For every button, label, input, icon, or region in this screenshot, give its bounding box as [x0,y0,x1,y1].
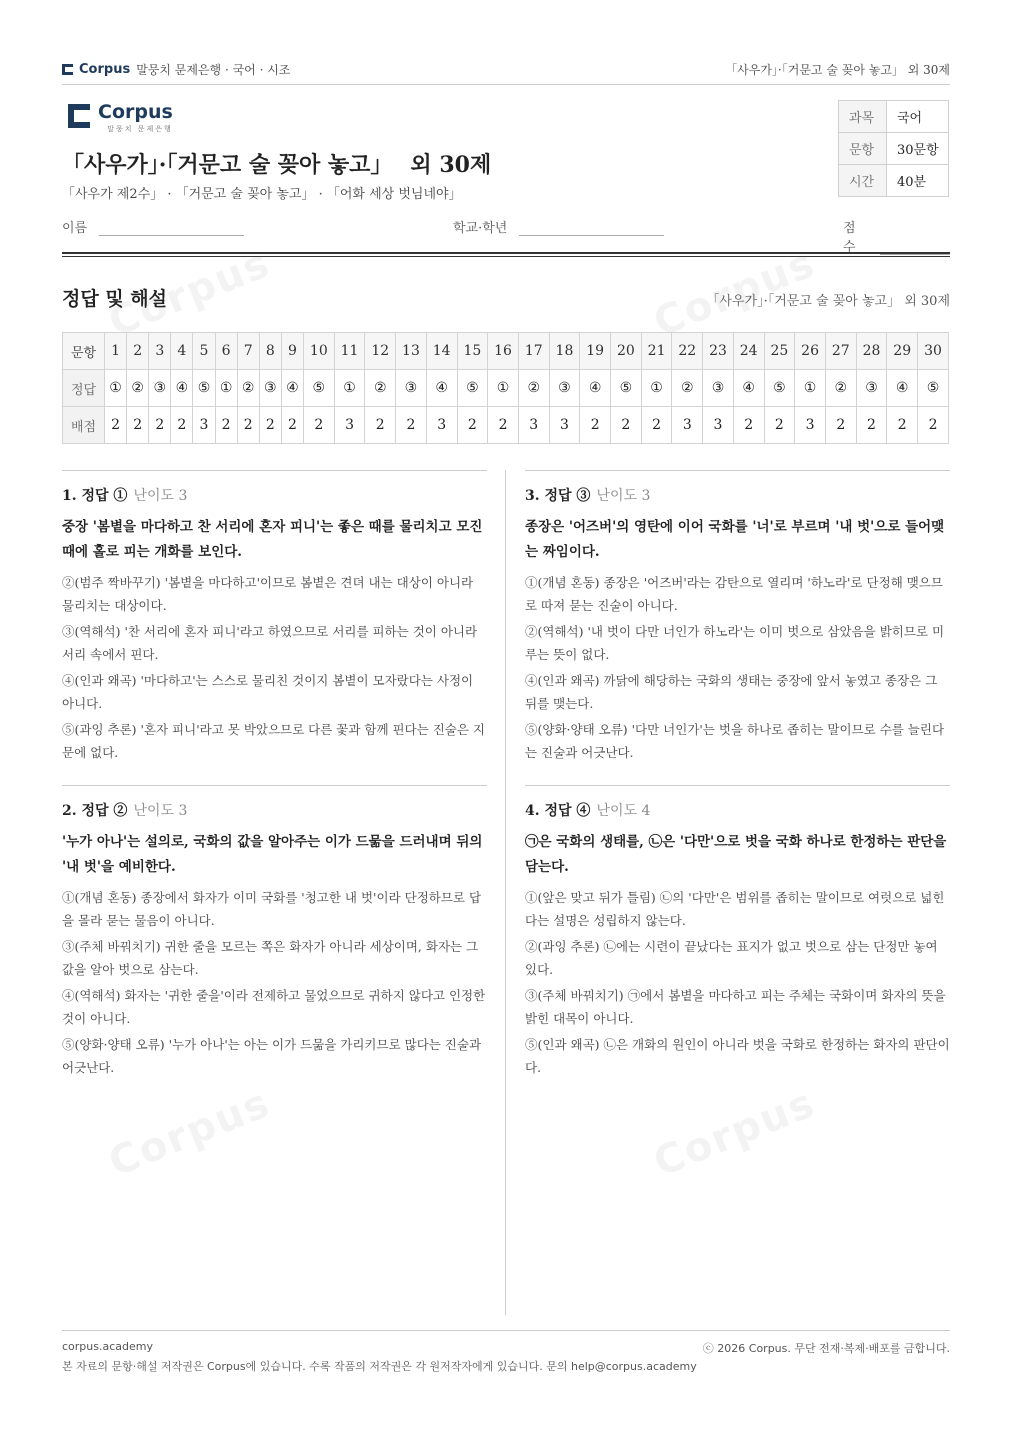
watermark [103,1080,277,1186]
row-label-points: 배점 [63,407,105,444]
answer-cell: ② [518,370,549,407]
answer-cell: ② [237,370,259,407]
answer-table [62,332,949,444]
page-title [62,148,491,179]
answer-label: 2. 정답 ② [62,803,128,819]
question-number-cell: 12 [365,333,396,370]
option-explanation: ①(개념 혼동) 종장은 '어즈버'라는 감탄으로 열리며 '하노라'로 단정해 맺으므로 따져 묻는 진술이 아니다. [525,575,943,613]
question-number-cell: 15 [457,333,488,370]
answer-cell: ③ [259,370,281,407]
question-head [525,485,950,505]
answer-cell: ① [641,370,672,407]
option-explanation: ④(인과 왜곡) '마다하고'는 스스로 물리친 것이지 봄볕이 모자랐다는 사정이 아니다. [62,673,474,711]
points-cell: 2 [396,407,427,444]
question-number-cell: 2 [127,333,149,370]
question-number-cell: 18 [549,333,580,370]
option-explanation: ②(과잉 추론) ㉡에는 시련이 끝났다는 표지가 없고 벗으로 삼는 단정만 놓여 있다. [525,939,938,977]
points-cell: 2 [171,407,193,444]
option-explanation: ③(주체 바꿔치기) ㉠에서 봄볕을 마다하고 피는 주체는 국화이며 화자의 뜻을 밝힌 대목이 아니다. [525,988,946,1026]
answer-cell: ② [365,370,396,407]
logo-subtitle: 말뭉치 문제은행 [107,125,173,133]
question-head [525,800,950,820]
school-label: 학교·학년 [453,221,508,236]
divider [62,84,950,85]
points-cell: 2 [733,407,764,444]
option-explanation: ③(역해석) '찬 서리에 혼자 피니'라고 하였으므로 서리를 피하는 것이 아니라 서리 속에서 핀다. [62,624,478,662]
divider [525,785,950,786]
answer-cell: ⑤ [193,370,215,407]
question-number-cell: 29 [887,333,918,370]
divider [525,470,950,471]
option-explanation: ②(범주 짝바꾸기) '봄볕을 마다하고'이므로 봄볕은 견뎌 내는 대상이 아니라 물리치는 대상이다. [62,575,474,613]
points-cell: 2 [105,407,127,444]
points-cell: 3 [426,407,457,444]
info-table [838,100,949,197]
points-cell: 2 [918,407,949,444]
brand-name: Corpus [79,61,131,77]
option-explanation: ①(앞은 맞고 뒤가 틀림) ㉡의 '다만'은 범위를 좁히는 말이므로 여럿으로 넓힌다는 설명은 성립하지 않는다. [525,890,945,928]
question-number-cell: 17 [518,333,549,370]
answer-cell: ③ [703,370,734,407]
explanation-lead: 종장은 '어즈버'의 영탄에 이어 국화를 '너'로 부르며 '내 벗'으로 들어맺는 짜임이다. [525,519,945,560]
info-key-time: 시간 [839,165,887,197]
question-number-cell: 20 [611,333,642,370]
points-cell: 2 [215,407,237,444]
info-key-items: 문항 [839,133,887,165]
footer-copyright: ⓒ 2026 Corpus. 무단 전재·복제·배포를 금합니다. [702,1342,950,1355]
doc-running-title: 「사우가」·「거문고 술 꽂아 놓고」 외 30제 [725,62,950,77]
points-cell: 2 [457,407,488,444]
answer-cell: ⑤ [611,370,642,407]
points-cell: 3 [672,407,703,444]
question-explanation-2 [62,785,487,1082]
question-head [62,485,487,505]
answer-cell: ② [127,370,149,407]
title-text: 「사우가」·「거문고 술 꽂아 놓고」 [62,152,393,178]
difficulty: 난이도 3 [133,803,188,819]
points-cell: 3 [703,407,734,444]
answer-label: 4. 정답 ④ [525,803,591,819]
question-number-cell: 8 [259,333,281,370]
answer-cell: ⑤ [457,370,488,407]
score-label: 점수 [843,221,856,255]
question-explanation-1 [62,470,487,767]
option-explanation: ①(개념 혼동) 종장에서 화자가 이미 국화를 '청고한 내 벗'이라 단정하므로 답을 몰라 묻는 물음이 아니다. [62,890,482,928]
difficulty: 난이도 4 [596,803,651,819]
answer-cell: ④ [580,370,611,407]
points-cell: 2 [764,407,795,444]
answer-cell: ① [334,370,365,407]
divider [62,785,487,786]
question-number-cell: 26 [795,333,826,370]
info-value-items: 30문항 [887,133,949,165]
footer-notice: 본 자료의 문항·해설 저작권은 Corpus에 있습니다. 수록 작품의 저작권은 각 원저작자에게 있습니다. 문의 help@corpus.academy [62,1360,697,1373]
option-explanation: ⑤(인과 왜곡) ㉡은 개화의 원인이 아니라 벗을 국화로 한정하는 화자의 판단이다. [525,1037,950,1075]
row-label-answer: 정답 [63,370,105,407]
answer-cell: ① [215,370,237,407]
answer-cell: ④ [733,370,764,407]
question-number-cell: 25 [764,333,795,370]
title-count: 외 30제 [410,152,492,178]
question-number-cell: 13 [396,333,427,370]
answer-cell: ③ [549,370,580,407]
points-cell: 3 [334,407,365,444]
school-line[interactable] [519,218,664,236]
info-key-subject: 과목 [839,101,887,133]
option-explanation: ④(역해석) 화자는 '귀한 줄을'이라 전제하고 물었으므로 귀하지 않다고 인정한 것이 아니다. [62,988,486,1026]
points-cell: 2 [580,407,611,444]
score-field[interactable] [843,217,950,255]
answer-cell: ④ [887,370,918,407]
question-number-cell: 11 [334,333,365,370]
question-explanation-3 [525,470,950,767]
points-cell: 2 [259,407,281,444]
logo [68,102,173,134]
question-number-cell: 21 [641,333,672,370]
difficulty: 난이도 3 [596,488,651,504]
answer-label: 1. 정답 ① [62,488,128,504]
points-cell: 2 [303,407,334,444]
answer-cell: ⑤ [918,370,949,407]
question-number-cell: 3 [149,333,171,370]
option-explanation: ②(역해석) '내 벗이 다만 너인가 하노라'는 이미 벗으로 삼았음을 밝히므로 미루는 뜻이 없다. [525,624,945,662]
answer-cell: ③ [856,370,887,407]
question-number-cell: 7 [237,333,259,370]
name-line[interactable] [99,218,244,236]
points-cell: 2 [365,407,396,444]
breadcrumb: 말뭉치 문제은행 · 국어 · 시조 [136,62,291,77]
answer-label: 3. 정답 ③ [525,488,591,504]
info-value-time: 40분 [887,165,949,197]
question-number-cell: 4 [171,333,193,370]
school-field[interactable] [453,217,664,236]
points-cell: 3 [795,407,826,444]
name-label: 이름 [62,221,88,236]
points-cell: 2 [856,407,887,444]
points-cell: 3 [193,407,215,444]
question-number-cell: 14 [426,333,457,370]
answer-cell: ① [105,370,127,407]
answer-cell: ① [488,370,519,407]
divider [62,252,950,254]
name-field[interactable] [62,217,244,236]
section-title: 정답 및 해설 [62,288,167,310]
explanation-lead: '누가 아나'는 설의로, 국화의 값을 알아주는 이가 드묾을 드러내며 뒤의 '내 벗'을 예비한다. [62,834,483,875]
question-number-cell: 5 [193,333,215,370]
points-cell: 2 [611,407,642,444]
divider [62,470,487,471]
column-divider [505,470,506,1315]
footer-site: corpus.academy [62,1340,153,1353]
question-number-cell: 24 [733,333,764,370]
answer-cell: ② [825,370,856,407]
option-explanation: ④(인과 왜곡) 까닭에 해당하는 국화의 생태는 중장에 앞서 놓였고 종장은 그 뒤를 맺는다. [525,673,938,711]
explanation-lead: ㉠은 국화의 생태를, ㉡은 '다만'으로 벗을 국화 하나로 한정하는 판단을 담는다. [525,834,947,875]
corpus-logo-icon [62,64,73,75]
points-cell: 2 [237,407,259,444]
points-cell: 2 [641,407,672,444]
explanation-lead: 중장 '봄볕을 마다하고 찬 서리에 혼자 피니'는 좋은 때를 물리치고 모진 때에 홀로 피는 개화를 보인다. [62,519,483,560]
question-number-cell: 27 [825,333,856,370]
points-cell: 2 [281,407,303,444]
question-number-cell: 30 [918,333,949,370]
answer-cell: ③ [396,370,427,407]
answer-cell: ⑤ [303,370,334,407]
difficulty: 난이도 3 [133,488,188,504]
question-number-cell: 28 [856,333,887,370]
option-explanation: ③(주체 바꿔치기) 귀한 줄을 모르는 쪽은 화자가 아니라 세상이며, 화자는 그 값을 알아 벗으로 삼는다. [62,939,479,977]
question-number-cell: 16 [488,333,519,370]
info-value-subject: 국어 [887,101,949,133]
answer-cell: ① [795,370,826,407]
answer-cell: ③ [149,370,171,407]
top-bar [62,58,950,80]
divider [62,1330,950,1331]
page-subtitle: 「사우가 제2수」 · 「거문고 술 꽂아 놓고」 · 「어화 세상 벗님네야」 [62,187,462,202]
question-explanation-4 [525,785,950,1082]
option-explanation: ⑤(양화·양태 오류) '다만 너인가'는 벗을 하나로 좁히는 말이므로 수를 늘린다는 진술과 어긋난다. [525,722,945,760]
section-running-title: 「사우가」·「거문고 술 꽂아 놓고」 외 30제 [706,294,950,309]
corpus-logo-icon [68,104,90,128]
points-cell: 2 [127,407,149,444]
answer-cell: ② [672,370,703,407]
option-explanation: ⑤(과잉 추론) '혼자 피니'라고 못 박았으므로 다른 꽃과 함께 핀다는 진술은 지문에 없다. [62,722,486,760]
points-cell: 3 [549,407,580,444]
question-number-cell: 22 [672,333,703,370]
watermark [648,1080,822,1186]
question-number-cell: 10 [303,333,334,370]
question-number-cell: 23 [703,333,734,370]
question-number-cell: 6 [215,333,237,370]
divider [62,256,950,257]
points-cell: 2 [488,407,519,444]
points-cell: 3 [518,407,549,444]
student-fields [62,217,950,255]
answer-cell: ④ [171,370,193,407]
question-number-cell: 9 [281,333,303,370]
question-head [62,800,487,820]
option-explanation: ⑤(양화·양태 오류) '누가 아나'는 아는 이가 드묾을 가리키므로 많다는 진술과 어긋난다. [62,1037,482,1075]
answer-cell: ④ [426,370,457,407]
logo-name: Corpus [98,101,173,123]
points-cell: 2 [887,407,918,444]
question-number-cell: 19 [580,333,611,370]
question-number-cell: 1 [105,333,127,370]
points-cell: 2 [149,407,171,444]
row-label-number: 문항 [63,333,105,370]
answer-cell: ④ [281,370,303,407]
answer-cell: ⑤ [764,370,795,407]
points-cell: 2 [825,407,856,444]
